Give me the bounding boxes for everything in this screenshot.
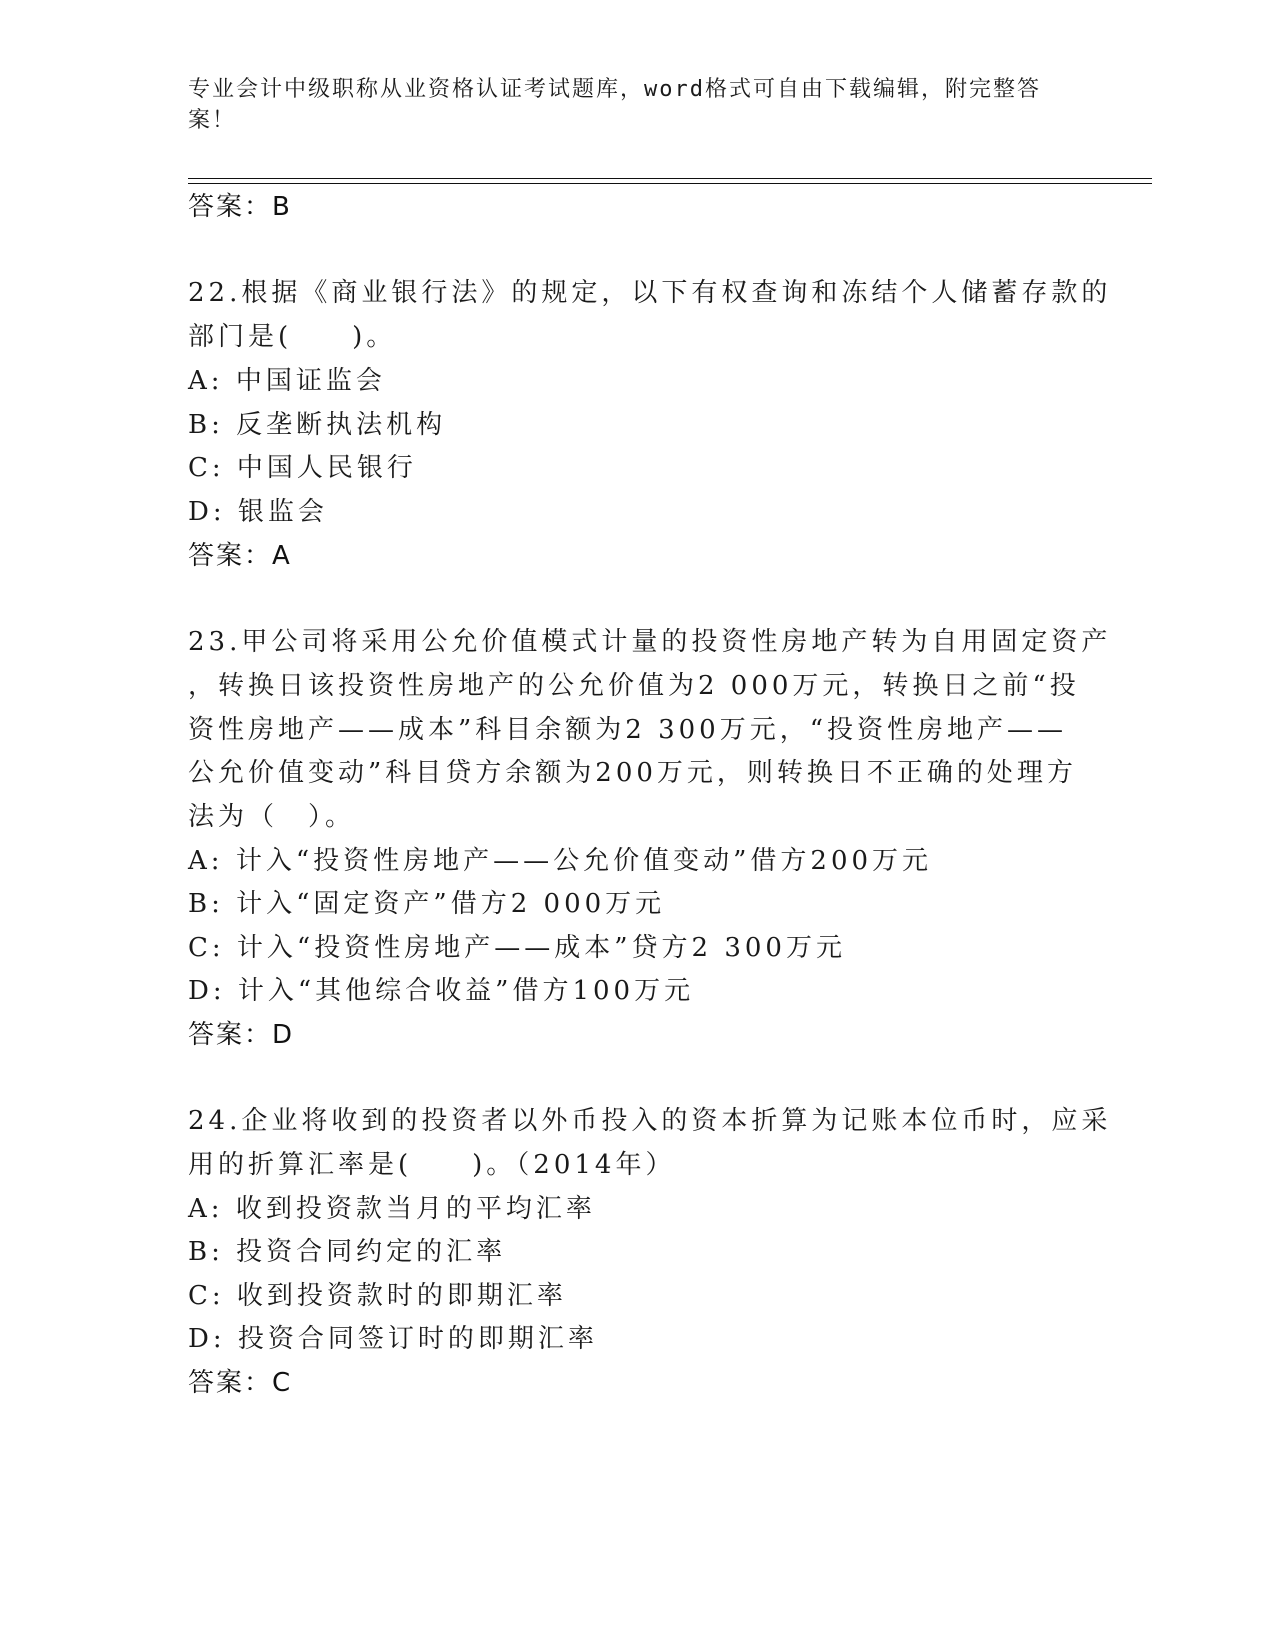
question-23-option-a: A: 计入“投资性房地产——公允价值变动”借方200万元	[188, 846, 933, 876]
question-23-stem-line-5: 法为（ ）。	[188, 802, 356, 832]
question-23-stem-line-4: 公允价值变动”科目贷方余额为200万元，则转换日不正确的处理方	[188, 758, 1077, 788]
question-23-option-b: B: 计入“固定资产”借方2 000万元	[188, 889, 666, 919]
answer-value: C	[272, 1368, 292, 1398]
page-header: 专业会计中级职称从业资格认证考试题库，word格式可自由下载编辑，附完整答案！	[188, 77, 1041, 133]
answer-24: 答案：C	[188, 1368, 292, 1398]
question-23-option-d: D: 计入“其他综合收益”借方100万元	[188, 976, 695, 1006]
question-24-stem-line-2: 用的折算汇率是( )。（2014年）	[188, 1150, 676, 1180]
answer-22: 答案：A	[188, 541, 291, 571]
question-24-option-c: C: 收到投资款时的即期汇率	[188, 1281, 567, 1311]
question-23-stem-line-2: ，转换日该投资性房地产的公允价值为2 000万元，转换日之前“投	[188, 671, 1080, 701]
question-22-stem-line-2: 部门是( )。	[188, 322, 397, 352]
answer-value: A	[272, 541, 291, 571]
question-24-stem-line-1: 24.企业将收到的投资者以外币投入的资本折算为记账本位币时，应采	[188, 1106, 1112, 1136]
question-24-option-a: A: 收到投资款当月的平均汇率	[188, 1194, 596, 1224]
question-22-option-d: D: 银监会	[188, 497, 328, 527]
question-23-stem-line-3: 资性房地产——成本”科目余额为2 300万元，“投资性房地产——	[188, 715, 1068, 745]
question-22-stem-line-1: 22.根据《商业银行法》的规定，以下有权查询和冻结个人储蓄存款的	[188, 278, 1112, 308]
question-23-stem-line-1: 23.甲公司将采用公允价值模式计量的投资性房地产转为自用固定资产	[188, 627, 1112, 657]
question-24-option-b: B: 投资合同约定的汇率	[188, 1237, 507, 1267]
header-divider-bottom	[188, 183, 1152, 184]
question-23-option-c: C: 计入“投资性房地产——成本”贷方2 300万元	[188, 933, 846, 963]
answer-value: D	[272, 1020, 294, 1050]
question-24-option-d: D: 投资合同签订时的即期汇率	[188, 1324, 598, 1354]
answer-23: 答案：D	[188, 1020, 294, 1050]
header-divider-top	[188, 178, 1152, 179]
question-22-option-a: A: 中国证监会	[188, 366, 386, 396]
question-22-option-c: C: 中国人民银行	[188, 453, 417, 483]
question-22-option-b: B: 反垄断执法机构	[188, 410, 447, 440]
answer-prev: 答案：B	[188, 192, 291, 222]
answer-value: B	[272, 192, 291, 222]
